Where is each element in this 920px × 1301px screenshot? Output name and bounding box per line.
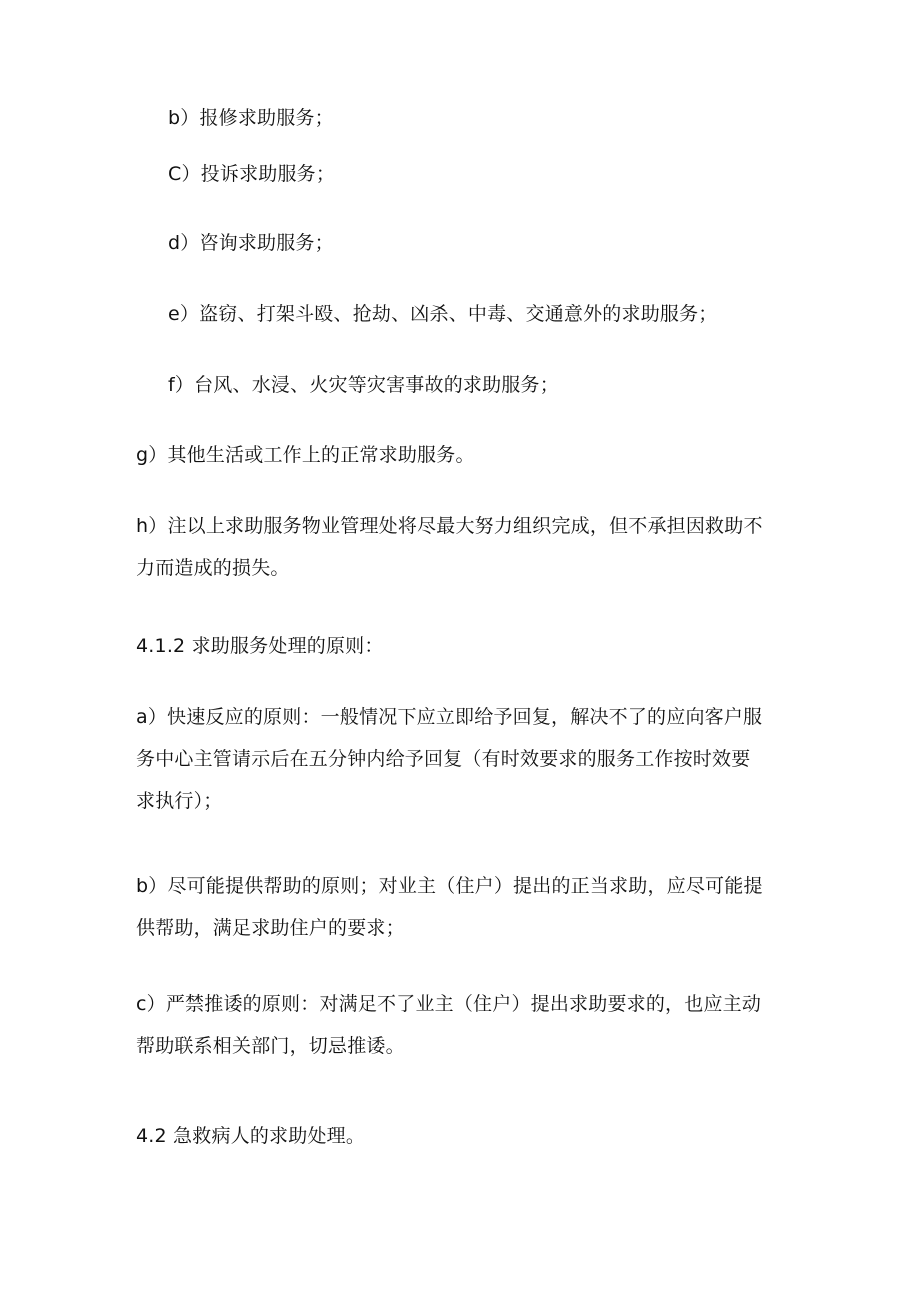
principle-a-line-2: 务中心主管请示后在五分钟内给予回复（有时效要求的服务工作按时效要 <box>136 748 751 770</box>
principle-a-line-1: a）快速反应的原则：一般情况下应立即给予回复，解决不了的应向客户服 <box>136 706 763 728</box>
principle-b-line-2: 供帮助，满足求助住户的要求； <box>136 917 405 939</box>
list-item-g: g）其他生活或工作上的正常求助服务。 <box>136 444 475 466</box>
list-item-h-line-2: 力而造成的损失。 <box>136 557 290 579</box>
principle-b <box>136 872 796 956</box>
list-item-c: C）投诉求助服务； <box>168 163 336 185</box>
principle-c-line-2: 帮助联系相关部门，切忌推诿。 <box>136 1035 405 1057</box>
section-heading-4-2: 4.2 急救病人的求助处理。 <box>136 1125 366 1147</box>
list-item-b: b）报修求助服务； <box>168 107 334 129</box>
list-item-e: e）盗窃、打架斗殴、抢劫、凶杀、中毒、交通意外的求助服务； <box>168 303 718 325</box>
principle-a-line-3: 求执行）； <box>136 790 223 812</box>
principle-c <box>136 990 796 1074</box>
list-item-h-line-1: h）注以上求助服务物业管理处将尽最大努力组织完成，但不承担因救助不 <box>136 515 763 537</box>
section-heading-4-1-2: 4.1.2 求助服务处理的原则： <box>136 635 384 657</box>
list-item-h <box>136 512 796 596</box>
principle-b-line-1: b）尽可能提供帮助的原则；对业主（住户）提出的正当求助，应尽可能提 <box>136 875 763 897</box>
principle-a <box>136 703 796 829</box>
list-item-d: d）咨询求助服务； <box>168 232 334 254</box>
principle-c-line-1: c）严禁推诿的原则：对满足不了业主（住户）提出求助要求的，也应主动 <box>136 993 762 1015</box>
list-item-f: f）台风、水浸、火灾等灾害事故的求助服务； <box>168 374 559 396</box>
